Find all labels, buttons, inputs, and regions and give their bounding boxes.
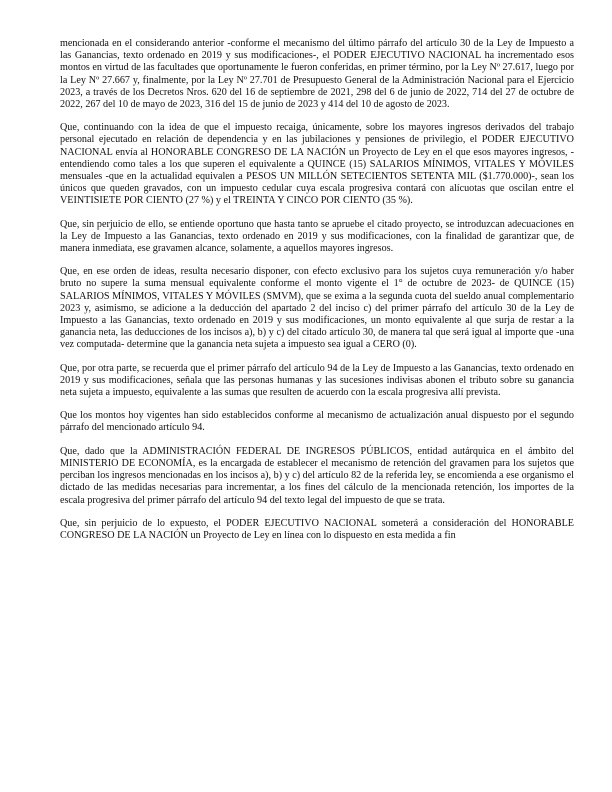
paragraph-3: Que, sin perjuicio de ello, se entiende oportuno que hasta tanto se apruebe el citado proyecto, se introduzcan adecuaciones en la Ley de Impuesto a las Ganancias, texto ordenado en 2019 y sus modificaciones, con la finalidad de garantizar que, de manera inmediata, ese gravamen alcance, solamente, a aquellos mayores ingresos. <box>60 218 574 255</box>
paragraph-6: Que los montos hoy vigentes han sido establecidos conforme al mecanismo de actualización anual dispuesto por el segundo párrafo del mencionado artículo 94. <box>60 410 574 434</box>
document-page <box>60 38 574 542</box>
paragraph-4: Que, en ese orden de ideas, resulta necesario disponer, con efecto exclusivo para los sujetos cuya remuneración y/o haber bruto no supere la suma mensual equivalente conforme el monto vigente el 1° de octubre de 2023- de QUINCE (15) SALARIOS MÍNIMOS, VITALES Y MÓVILES (SMVM), que se exima a la segunda cuota del sueldo anual complementario 2023 y, asimismo, se adicione a la deducción del apartado 2 del inciso c) del primer párrafo del artículo 30 de la Ley de Impuesto a las Ganancias, texto ordenado en 2019 y sus modificaciones, un monto equivalente al que surja de restar a la ganancia neta, las deducciones de los incisos a), b) y c) del citado artículo 30, de manera tal que será igual al importe que -una vez computada- determine que la ganancia neta sujeta a impuesto sea igual a CERO (0). <box>60 266 574 351</box>
paragraph-5: Que, por otra parte, se recuerda que el primer párrafo del artículo 94 de la Ley de Impuesto a las Ganancias, texto ordenado en 2019 y sus modificaciones, señala que las personas humanas y las sucesiones indivisas abonen el tributo sobre su ganancia neta sujeta a impuesto, equivalente a las sumas que resulten de acuerdo con la escala progresiva allí prevista. <box>60 362 574 399</box>
paragraph-2: Que, continuando con la idea de que el impuesto recaiga, únicamente, sobre los mayores ingresos derivados del trabajo personal ejecutado en relación de dependencia y en las jubilaciones y pensiones de privilegio, el PODER EJECUTIVO NACIONAL envía al HONORABLE CONGRESO DE LA NACIÓN un Proyecto de Ley en el que esos mayores ingresos, -entendiendo como tales a los que superen el equivalente a QUINCE (15) SALARIOS MÍNIMOS, VITALES Y MÓVILES mensuales -que en la actualidad equivalen a PESOS UN MILLÓN SETECIENTOS SETENTA MIL ($1.770.000)-, sean los únicos que queden gravados, con un impuesto cedular cuya escala progresiva contará con alícuotas que oscilan entre el VEINTISIETE POR CIENTO (27 %) y el TREINTA Y CINCO POR CIENTO (35 %). <box>60 122 574 207</box>
paragraph-8: Que, sin perjuicio de lo expuesto, el PODER EJECUTIVO NACIONAL someterá a consideración del HONORABLE CONGRESO DE LA NACIÓN un Proyecto de Ley en línea con lo dispuesto en esta medida a fin <box>60 517 574 541</box>
paragraph-7: Que, dado que la ADMINISTRACIÓN FEDERAL DE INGRESOS PÚBLICOS, entidad autárquica en el ámbito del MINISTERIO DE ECONOMÍA, es la encargada de establecer el mecanismo de retención del gravamen para los sujetos que perciban los ingresos mencionadas en los incisos a), b) y c) del artículo 82 de la referida ley, se encomienda a ese organismo el dictado de las medidas necesarias para incrementar, a los fines del cálculo de la mencionada retención, los importes de la escala progresiva del primer párrafo del artículo 94 del texto legal del impuesto de que se trata. <box>60 445 574 506</box>
paragraph-1: mencionada en el considerando anterior -conforme el mecanismo del último párrafo del artículo 30 de la Ley de Impuesto a las Ganancias, texto ordenado en 2019 y sus modificaciones-, el PODER EJECUTIVO NACIONAL ha incrementado esos montos en virtud de las facultades que oportunamente le fueron conferidas, en primer término, por la Ley Nº 27.617, luego por la Ley Nº 27.667 y, finalmente, por la Ley Nº 27.701 de Presupuesto General de la Administración Nacional para el Ejercicio 2023, a través de los Decretos Nros. 620 del 16 de septiembre de 2021, 298 del 6 de junio de 2022, 714 del 27 de octubre de 2022, 267 del 10 de mayo de 2023, 316 del 15 de junio de 2023 y 414 del 10 de agosto de 2023. <box>60 38 574 111</box>
